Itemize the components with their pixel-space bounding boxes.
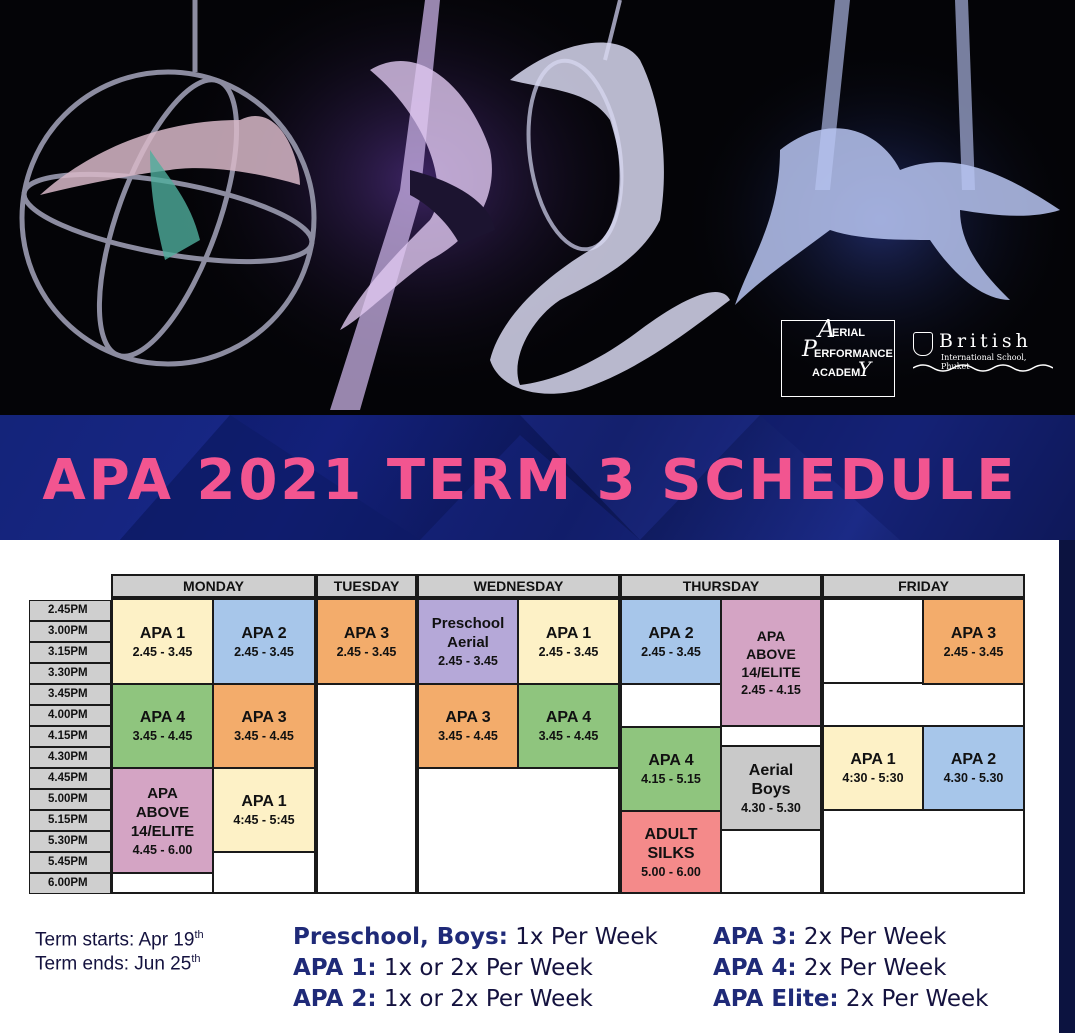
class-name: APA 1 xyxy=(545,624,592,642)
class-name: Preschool Aerial xyxy=(431,615,505,651)
class-name: Aerial Boys xyxy=(748,761,794,798)
frequency-value: 2x Per Week xyxy=(838,986,989,1012)
class-name: APA 4 xyxy=(139,709,186,726)
time-slot: 4.45PM xyxy=(29,768,111,789)
day-header-wednesday: WEDNESDAY xyxy=(417,574,620,598)
frequency-label: APA 1: xyxy=(293,955,377,981)
class-time: 3.45 - 4.45 xyxy=(132,729,193,743)
time-slot: 5.00PM xyxy=(29,789,111,810)
frequency-line xyxy=(713,986,988,1012)
class-block[interactable] xyxy=(922,598,1025,685)
class-block[interactable] xyxy=(212,598,316,685)
frequency-line xyxy=(293,955,593,981)
class-name: APA 2 xyxy=(648,624,694,642)
class-time: 2.45 - 3.45 xyxy=(234,644,294,659)
frequency-label: Preschool, Boys: xyxy=(293,924,508,950)
side-strip xyxy=(1059,540,1075,1033)
wave-icon xyxy=(913,362,1053,376)
class-time: 2.45 - 3.45 xyxy=(538,644,599,659)
class-name: APA ABOVE 14/ELITE xyxy=(130,784,195,840)
school-logo xyxy=(913,326,1053,374)
frequency-label: APA 4: xyxy=(713,955,797,981)
frequency-value: 1x or 2x Per Week xyxy=(376,955,593,981)
empty-slot xyxy=(720,829,822,894)
frequency-line xyxy=(713,955,946,981)
class-time: 4:45 - 5:45 xyxy=(233,813,295,827)
time-slot: 5.15PM xyxy=(29,810,111,831)
term-start-suffix: th xyxy=(194,929,204,941)
frequency-value: 2x Per Week xyxy=(796,955,947,981)
class-block[interactable] xyxy=(922,725,1025,811)
class-block[interactable] xyxy=(822,725,924,811)
empty-slot xyxy=(822,682,1025,727)
class-time: 3.45 - 4.45 xyxy=(538,729,599,743)
term-start-text: Term starts: Apr 19 xyxy=(35,929,195,951)
time-slot: 3.30PM xyxy=(29,663,111,684)
term-end-text: Term ends: Jun 25 xyxy=(35,953,192,975)
apa-logo-line: ERFORMANCE xyxy=(814,348,893,360)
page-title: APA 2021 TERM 3 SCHEDULE xyxy=(42,448,1018,513)
apa-logo-line: ERIAL xyxy=(832,327,865,339)
time-slot: 4.30PM xyxy=(29,747,111,768)
apa-logo xyxy=(781,315,895,397)
class-time: 3.45 - 4.45 xyxy=(234,729,294,743)
apa-logo-initial: P xyxy=(802,337,817,362)
class-name: ADULT SILKS xyxy=(644,825,698,862)
class-block[interactable] xyxy=(620,810,722,894)
class-block[interactable] xyxy=(620,726,722,812)
apa-logo-initial: Y xyxy=(858,357,872,381)
frequency-line xyxy=(713,924,946,950)
frequency-value: 2x Per Week xyxy=(796,924,947,950)
class-time: 3.45 - 4.45 xyxy=(438,729,498,743)
class-name: APA 4 xyxy=(648,752,694,769)
class-time: 4.30 - 5.30 xyxy=(741,800,801,815)
frequency-value: 1x Per Week xyxy=(507,924,658,950)
school-subtitle: International School, Phuket xyxy=(941,353,1027,371)
time-slot: 3.45PM xyxy=(29,684,111,705)
class-block[interactable] xyxy=(720,598,822,727)
class-block[interactable] xyxy=(111,683,214,769)
time-slot: 4.15PM xyxy=(29,726,111,747)
class-name: APA 3 xyxy=(241,709,287,726)
empty-slot xyxy=(620,682,722,728)
time-slot: 3.00PM xyxy=(29,621,111,642)
day-header-thursday: THURSDAY xyxy=(620,574,822,598)
time-slot: 6.00PM xyxy=(29,873,111,894)
class-name: APA 1 xyxy=(241,793,287,810)
class-time: 4.15 - 5.15 xyxy=(641,772,701,786)
class-block[interactable] xyxy=(620,598,722,685)
frequency-line xyxy=(293,986,593,1012)
class-block[interactable] xyxy=(111,598,214,685)
class-block[interactable] xyxy=(517,683,620,769)
frequency-label: APA 3: xyxy=(713,924,797,950)
class-time: 4:30 - 5:30 xyxy=(842,771,904,785)
day-header-monday: MONDAY xyxy=(111,574,316,598)
class-name: APA 2 xyxy=(241,624,287,642)
class-time: 2.45 - 4.15 xyxy=(741,683,801,697)
class-name: APA 3 xyxy=(950,624,997,642)
class-block[interactable] xyxy=(517,598,620,685)
class-name: APA 1 xyxy=(850,751,896,768)
school-name: British xyxy=(939,330,1032,352)
empty-slot xyxy=(417,766,620,894)
term-end xyxy=(35,953,201,975)
frequency-label: APA Elite: xyxy=(713,986,839,1012)
empty-slot xyxy=(822,808,1025,894)
day-header-friday: FRIDAY xyxy=(822,574,1025,598)
hero-photo xyxy=(0,0,1075,415)
class-name: APA ABOVE 14/ELITE xyxy=(741,628,801,680)
class-name: APA 4 xyxy=(545,709,592,726)
time-slot: 4.00PM xyxy=(29,705,111,726)
class-time: 2.45 - 3.45 xyxy=(438,654,498,668)
apa-logo-line: ACADEM xyxy=(812,367,861,379)
time-slot: 5.30PM xyxy=(29,831,111,852)
class-time: 4.30 - 5.30 xyxy=(943,771,1004,785)
class-block[interactable] xyxy=(720,745,822,831)
class-time: 2.45 - 3.45 xyxy=(336,644,397,659)
class-name: APA 1 xyxy=(139,624,186,642)
class-block[interactable] xyxy=(212,767,316,853)
class-block[interactable] xyxy=(417,683,519,769)
class-time: 2.45 - 3.45 xyxy=(132,644,193,659)
crest-icon xyxy=(913,332,933,356)
class-block[interactable] xyxy=(212,683,316,769)
frequency-value: 1x or 2x Per Week xyxy=(376,986,593,1012)
empty-slot xyxy=(720,725,822,747)
time-slot: 5.45PM xyxy=(29,852,111,873)
class-name: APA 2 xyxy=(950,751,997,768)
term-end-suffix: th xyxy=(191,953,201,965)
class-time: 4.45 - 6.00 xyxy=(132,842,193,857)
frequency-line xyxy=(293,924,658,950)
time-slot: 3.15PM xyxy=(29,642,111,663)
day-header-tuesday: TUESDAY xyxy=(316,574,417,598)
term-start xyxy=(35,929,204,951)
time-slot: 2.45PM xyxy=(29,600,111,621)
class-block[interactable] xyxy=(111,767,214,874)
class-block[interactable] xyxy=(316,598,417,685)
class-time: 2.45 - 3.45 xyxy=(641,644,701,659)
class-block[interactable] xyxy=(417,598,519,685)
frequency-label: APA 2: xyxy=(293,986,377,1012)
class-name: APA 3 xyxy=(343,624,390,642)
class-time: 2.45 - 3.45 xyxy=(943,644,1004,659)
apa-logo-initial: A xyxy=(818,315,836,343)
class-time: 5.00 - 6.00 xyxy=(641,864,701,879)
empty-slot xyxy=(212,850,316,894)
class-name: APA 3 xyxy=(445,709,491,726)
